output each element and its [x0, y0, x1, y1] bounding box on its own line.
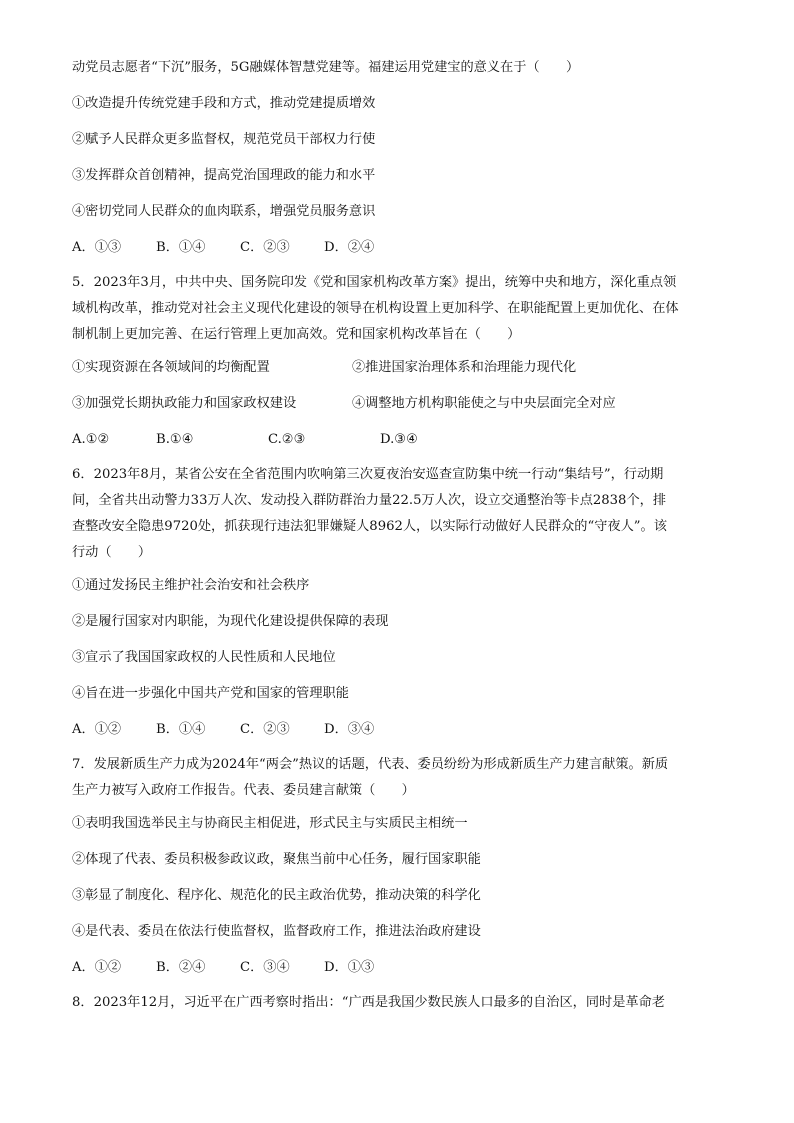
q7-stem-line-2: 生产力被写入政府工作报告。代表、委员建言献策（ ） [72, 783, 415, 798]
q7-option-3: ③彰显了制度化、程序化、规范化的民主政治优势，推动决策的科学化 [72, 888, 481, 903]
q6-option-1: ①通过发扬民主维护社会治安和社会秩序 [72, 578, 310, 593]
q7-options [72, 814, 722, 942]
q8-stem [72, 990, 722, 1016]
q7-stem-line-1: 7．发展新质生产力成为2024年“两会”热议的话题，代表、委员纷纷为形成新质生产力建言献策。新质 [72, 757, 669, 772]
q6-choice-b: B．①④ [156, 722, 206, 737]
q5-option-2: ②推进国家治理体系和治理能力现代化 [352, 360, 577, 375]
q6-choice-c: C．②③ [240, 722, 290, 737]
q6-choices [72, 720, 722, 740]
q6-stem-line-1: 6．2023年8月，某省公安在全省范围内吹响第三次夏夜治安巡查宣防集中统一行动“集结号”，行动期 [72, 467, 664, 482]
q7-option-1: ①表明我国选举民主与协商民主相促进，形式民主与实质民主相统一 [72, 816, 468, 831]
q4-choice-b: B．①④ [156, 240, 206, 255]
q7-choice-b: B．②④ [156, 960, 206, 975]
document-page [72, 58, 722, 1016]
q6-stem [72, 462, 722, 566]
q7-choices [72, 958, 722, 978]
q5-options-row-2 [72, 394, 722, 414]
q5-choice-b: B.①④ [156, 432, 194, 447]
q5-option-4: ④调整地方机构职能使之与中央层面完全对应 [352, 396, 616, 411]
q4-choice-c: C．②③ [240, 240, 290, 255]
q5-choice-a: A.①② [72, 432, 110, 447]
q5-choice-c: C.②③ [268, 432, 306, 447]
q6-option-3: ③宣示了我国国家政权的人民性质和人民地位 [72, 650, 336, 665]
q6-option-4: ④旨在进一步强化中国共产党和国家的管理职能 [72, 686, 349, 701]
intro-line: 动党员志愿者“下沉”服务，5G融媒体智慧党建等。福建运用党建宝的意义在于（ ） [72, 60, 580, 75]
q4-options [72, 94, 722, 222]
q5-stem-line-1: 5．2023年3月，中共中央、国务院印发《党和国家机构改革方案》提出，统筹中央和地方，深化重点领 [72, 275, 677, 290]
q6-choice-d: D．③④ [324, 722, 375, 737]
q6-choice-a: A．①② [72, 722, 122, 737]
q5-stem [72, 270, 722, 348]
q8-stem-line-1: 8．2023年12月，习近平在广西考察时指出：“广西是我国少数民族人口最多的自治区，同时是革命老 [72, 995, 665, 1010]
q4-option-4: ④密切党同人民群众的血肉联系，增强党员服务意识 [72, 204, 376, 219]
q5-stem-line-3: 制机制上更加完善、在运行管理上更加高效。党和国家机构改革旨在（ ） [72, 327, 521, 342]
q7-choice-d: D．①③ [324, 960, 375, 975]
q5-options-row-1 [72, 358, 722, 378]
q6-option-2: ②是履行国家对内职能，为现代化建设提供保障的表现 [72, 614, 389, 629]
q5-choices [72, 430, 722, 450]
q5-option-3: ③加强党长期执政能力和国家政权建设 [72, 396, 297, 411]
q6-stem-line-4: 行动（ ） [72, 545, 152, 560]
q7-option-4: ④是代表、委员在依法行使监督权，监督政府工作，推进法治政府建设 [72, 924, 481, 939]
q4-option-2: ②赋予人民群众更多监督权，规范党员干部权力行使 [72, 132, 376, 147]
q4-choice-a: A．①③ [72, 240, 122, 255]
q5-option-1: ①实现资源在各领域间的均衡配置 [72, 360, 270, 375]
q7-choice-c: C．③④ [240, 960, 290, 975]
q4-choices [72, 238, 722, 258]
q4-option-3: ③发挥群众首创精神，提高党治国理政的能力和水平 [72, 168, 376, 183]
q5-stem-line-2: 域机构改革，推动党对社会主义现代化建设的领导在机构设置上更加科学、在职能配置上更加优化、在体 [72, 301, 679, 316]
q7-choice-a: A．①② [72, 960, 122, 975]
q4-option-1: ①改造提升传统党建手段和方式，推动党建提质增效 [72, 96, 376, 111]
q5-choice-d: D.③④ [380, 432, 418, 447]
q6-stem-line-3: 查整改安全隐患9720处，抓获现行违法犯罪嫌疑人8962人，以实际行动做好人民群众的“守夜人”。该 [72, 519, 667, 534]
q6-options [72, 576, 722, 704]
q4-choice-d: D．②④ [324, 240, 375, 255]
q6-stem-line-2: 间，全省共出动警力33万人次、发动投入群防群治力量22.5万人次，设立交通整治等卡点2838个，排 [72, 493, 667, 508]
q7-stem [72, 752, 722, 804]
q7-option-2: ②体现了代表、委员积极参政议政，聚焦当前中心任务，履行国家职能 [72, 852, 481, 867]
